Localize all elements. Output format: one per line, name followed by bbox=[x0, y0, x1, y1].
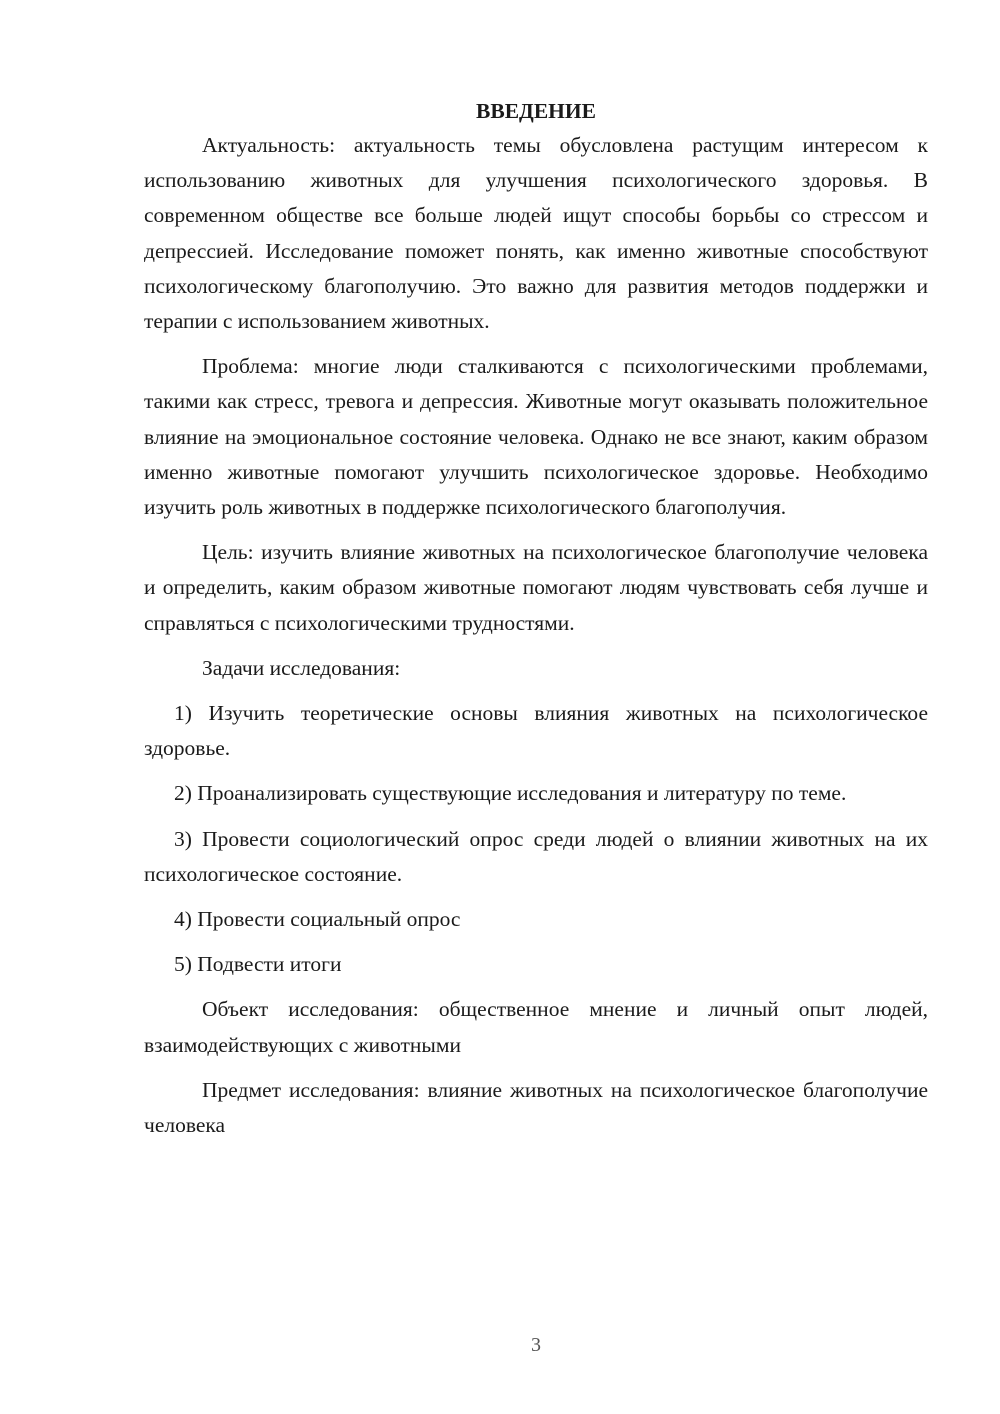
subject-paragraph: Предмет исследования: влияние животных на психологическое благополучие человека bbox=[144, 1077, 928, 1138]
goal-paragraph: Цель: изучить влияние животных на психологическое благополучие человека и определить, каким образом животные помогают людям чувствовать себя лучше и справляться с психологическими трудностями. bbox=[144, 540, 928, 635]
task-item-4: 4) Провести социальный опрос bbox=[174, 907, 461, 932]
tasks-heading: Задачи исследования: bbox=[202, 655, 401, 680]
problem-paragraph: Проблема: многие люди сталкиваются с психологическими проблемами, такими как стресс, тревога и депрессия. Животные могут оказывать положительное влияние на эмоциональное состояние человека. Однако не все знают, каким образом именно животные помогают улучшить психологическое здоровье. Необходимо изучить роль животных в поддержке психологического благополучия. bbox=[144, 354, 928, 520]
page-title: ВВЕДЕНИЕ bbox=[476, 99, 596, 123]
relevance-paragraph: Актуальность: актуальность темы обусловлена растущим интересом к использованию животных для улучшения психологического здоровья. В современном обществе все больше людей ищут способы борьбы со стрессом и депрессией. Исследование поможет понять, как именно животные способствуют психологическому благополучию. Это важно для развития методов поддержки и терапии с использованием животных. bbox=[144, 133, 928, 334]
task-item-5: 5) Подвести итоги bbox=[174, 952, 342, 977]
page-number: 3 bbox=[531, 1334, 541, 1356]
task-item-1: 1) Изучить теоретические основы влияния животных на психологическое здоровье. bbox=[144, 701, 928, 761]
task-item-2: 2) Проанализировать существующие исследования и литературу по теме. bbox=[174, 781, 847, 806]
task-item-3: 3) Провести социологический опрос среди людей о влиянии животных на их психологическое состояние. bbox=[144, 826, 928, 886]
page-content bbox=[144, 96, 928, 1153]
object-paragraph: Объект исследования: общественное мнение и личный опыт людей, взаимодействующих с животными bbox=[144, 997, 928, 1057]
